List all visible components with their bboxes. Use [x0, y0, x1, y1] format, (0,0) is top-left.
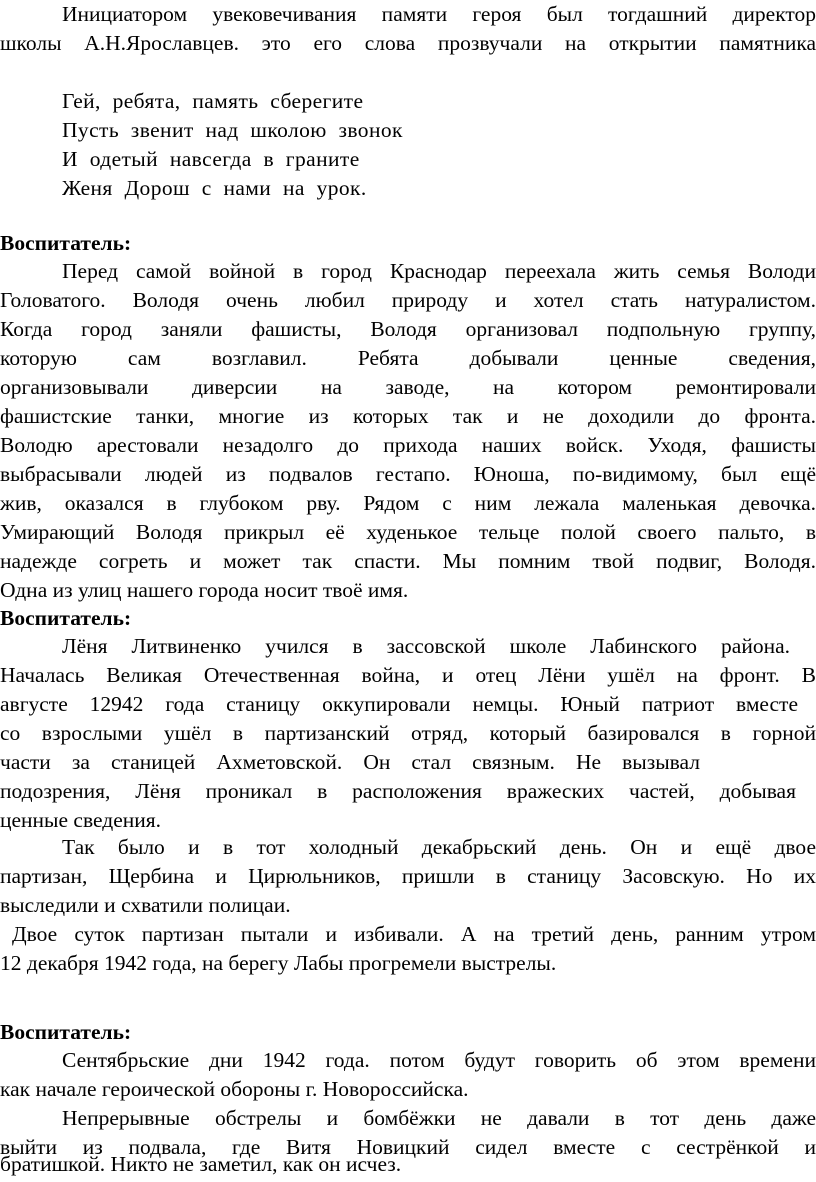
paragraph-line: партизан, Щербина и Цирюльников, пришли в станицу Засовскую. Но их [0, 864, 816, 888]
paragraph-line: выследили и схватили полицаи. [0, 893, 291, 917]
paragraph-line: подозрения, Лёня проникал в расположения вражеских частей, добывая [0, 779, 796, 803]
poem-line-1: Гей, ребята, память сберегите [62, 89, 364, 113]
paragraph-line: которую сам возглавил. Ребята добывали ценные сведения, [0, 346, 816, 370]
paragraph-line: братишкой. Никто не заметил, как он исчез. [0, 1152, 402, 1176]
paragraph-line: жив, оказался в глубоком рву. Рядом с ним лежала маленькая девочка. [0, 491, 816, 515]
paragraph-line: фашистские танки, многие из которых так и не доходили до фронта. [0, 404, 816, 428]
paragraph-line: надежде согреть и может так спасти. Мы помним твой подвиг, Володя. [0, 549, 816, 573]
poem-line-2: Пусть звенит над школою звонок [62, 118, 403, 142]
paragraph-line: Перед самой войной в город Краснодар переехала жить семья Володи [62, 259, 816, 283]
paragraph-line: Так было и в тот холодный декабрьский день. Он и ещё двое [62, 835, 816, 859]
poem-line-4: Женя Дорош с нами на урок. [62, 176, 367, 200]
paragraph-line: Умирающий Володя прикрыл её худенькое тельце полой своего пальто, в [0, 520, 816, 544]
paragraph-line: Когда город заняли фашисты, Володя организовал подпольную группу, [0, 317, 816, 341]
paragraph-line: Головатого. Володя очень любил природу и хотел стать натуралистом. [0, 288, 816, 312]
paragraph-line: Началась Великая Отечественная война, и отец Лёни ушёл на фронт. В [0, 663, 816, 687]
paragraph-line: Непрерывные обстрелы и бомбёжки не давали в тот день даже [62, 1106, 816, 1130]
paragraph-line: Володю арестовали незадолго до прихода наших войск. Уходя, фашисты [0, 433, 816, 457]
poem-line-3: И одетый навсегда в граните [62, 147, 360, 171]
paragraph-line: Лёня Литвиненко учился в зассовской школе Лабинского района. [62, 634, 790, 658]
speaker-label: Воспитатель: [0, 1020, 132, 1044]
paragraph-line: как начале героической обороны г. Новороссийска. [0, 1077, 469, 1101]
paragraph-line: выбрасывали людей из подвалов гестапо. Юноша, по-видимому, был ещё [0, 462, 816, 486]
paragraph-line: части за станицей Ахметовской. Он стал связным. Не вызывал [0, 750, 700, 774]
paragraph-line: 12 декабря 1942 года, на берегу Лабы прогремели выстрелы. [0, 951, 557, 975]
paragraph-line: августе 12942 года станицу оккупировали немцы. Юный патриот вместе [0, 692, 798, 716]
paragraph-line: организовывали диверсии на заводе, на котором ремонтировали [0, 375, 816, 399]
intro-line-1: Инициатором увековечивания памяти героя был тогдашний директор [62, 2, 816, 26]
paragraph-line: Двое суток партизан пытали и избивали. А на третий день, ранним утром [12, 922, 816, 946]
paragraph-line: Одна из улиц нашего города носит твоё имя. [0, 578, 409, 602]
paragraph-line: выйти из подвала, где Витя Новицкий сидел вместе с сестрёнкой и [0, 1135, 816, 1159]
paragraph-line: Сентябрьские дни 1942 года. потом будут говорить об этом времени [62, 1048, 816, 1072]
intro-line-2: школы А.Н.Ярославцев. это его слова прозвучали на открытии памятника [0, 31, 816, 55]
paragraph-line: ценные сведения. [0, 808, 162, 832]
paragraph-line: со взрослыми ушёл в партизанский отряд, который базировался в горной [0, 721, 816, 745]
speaker-label: Воспитатель: [0, 606, 132, 630]
speaker-label: Воспитатель: [0, 231, 132, 255]
